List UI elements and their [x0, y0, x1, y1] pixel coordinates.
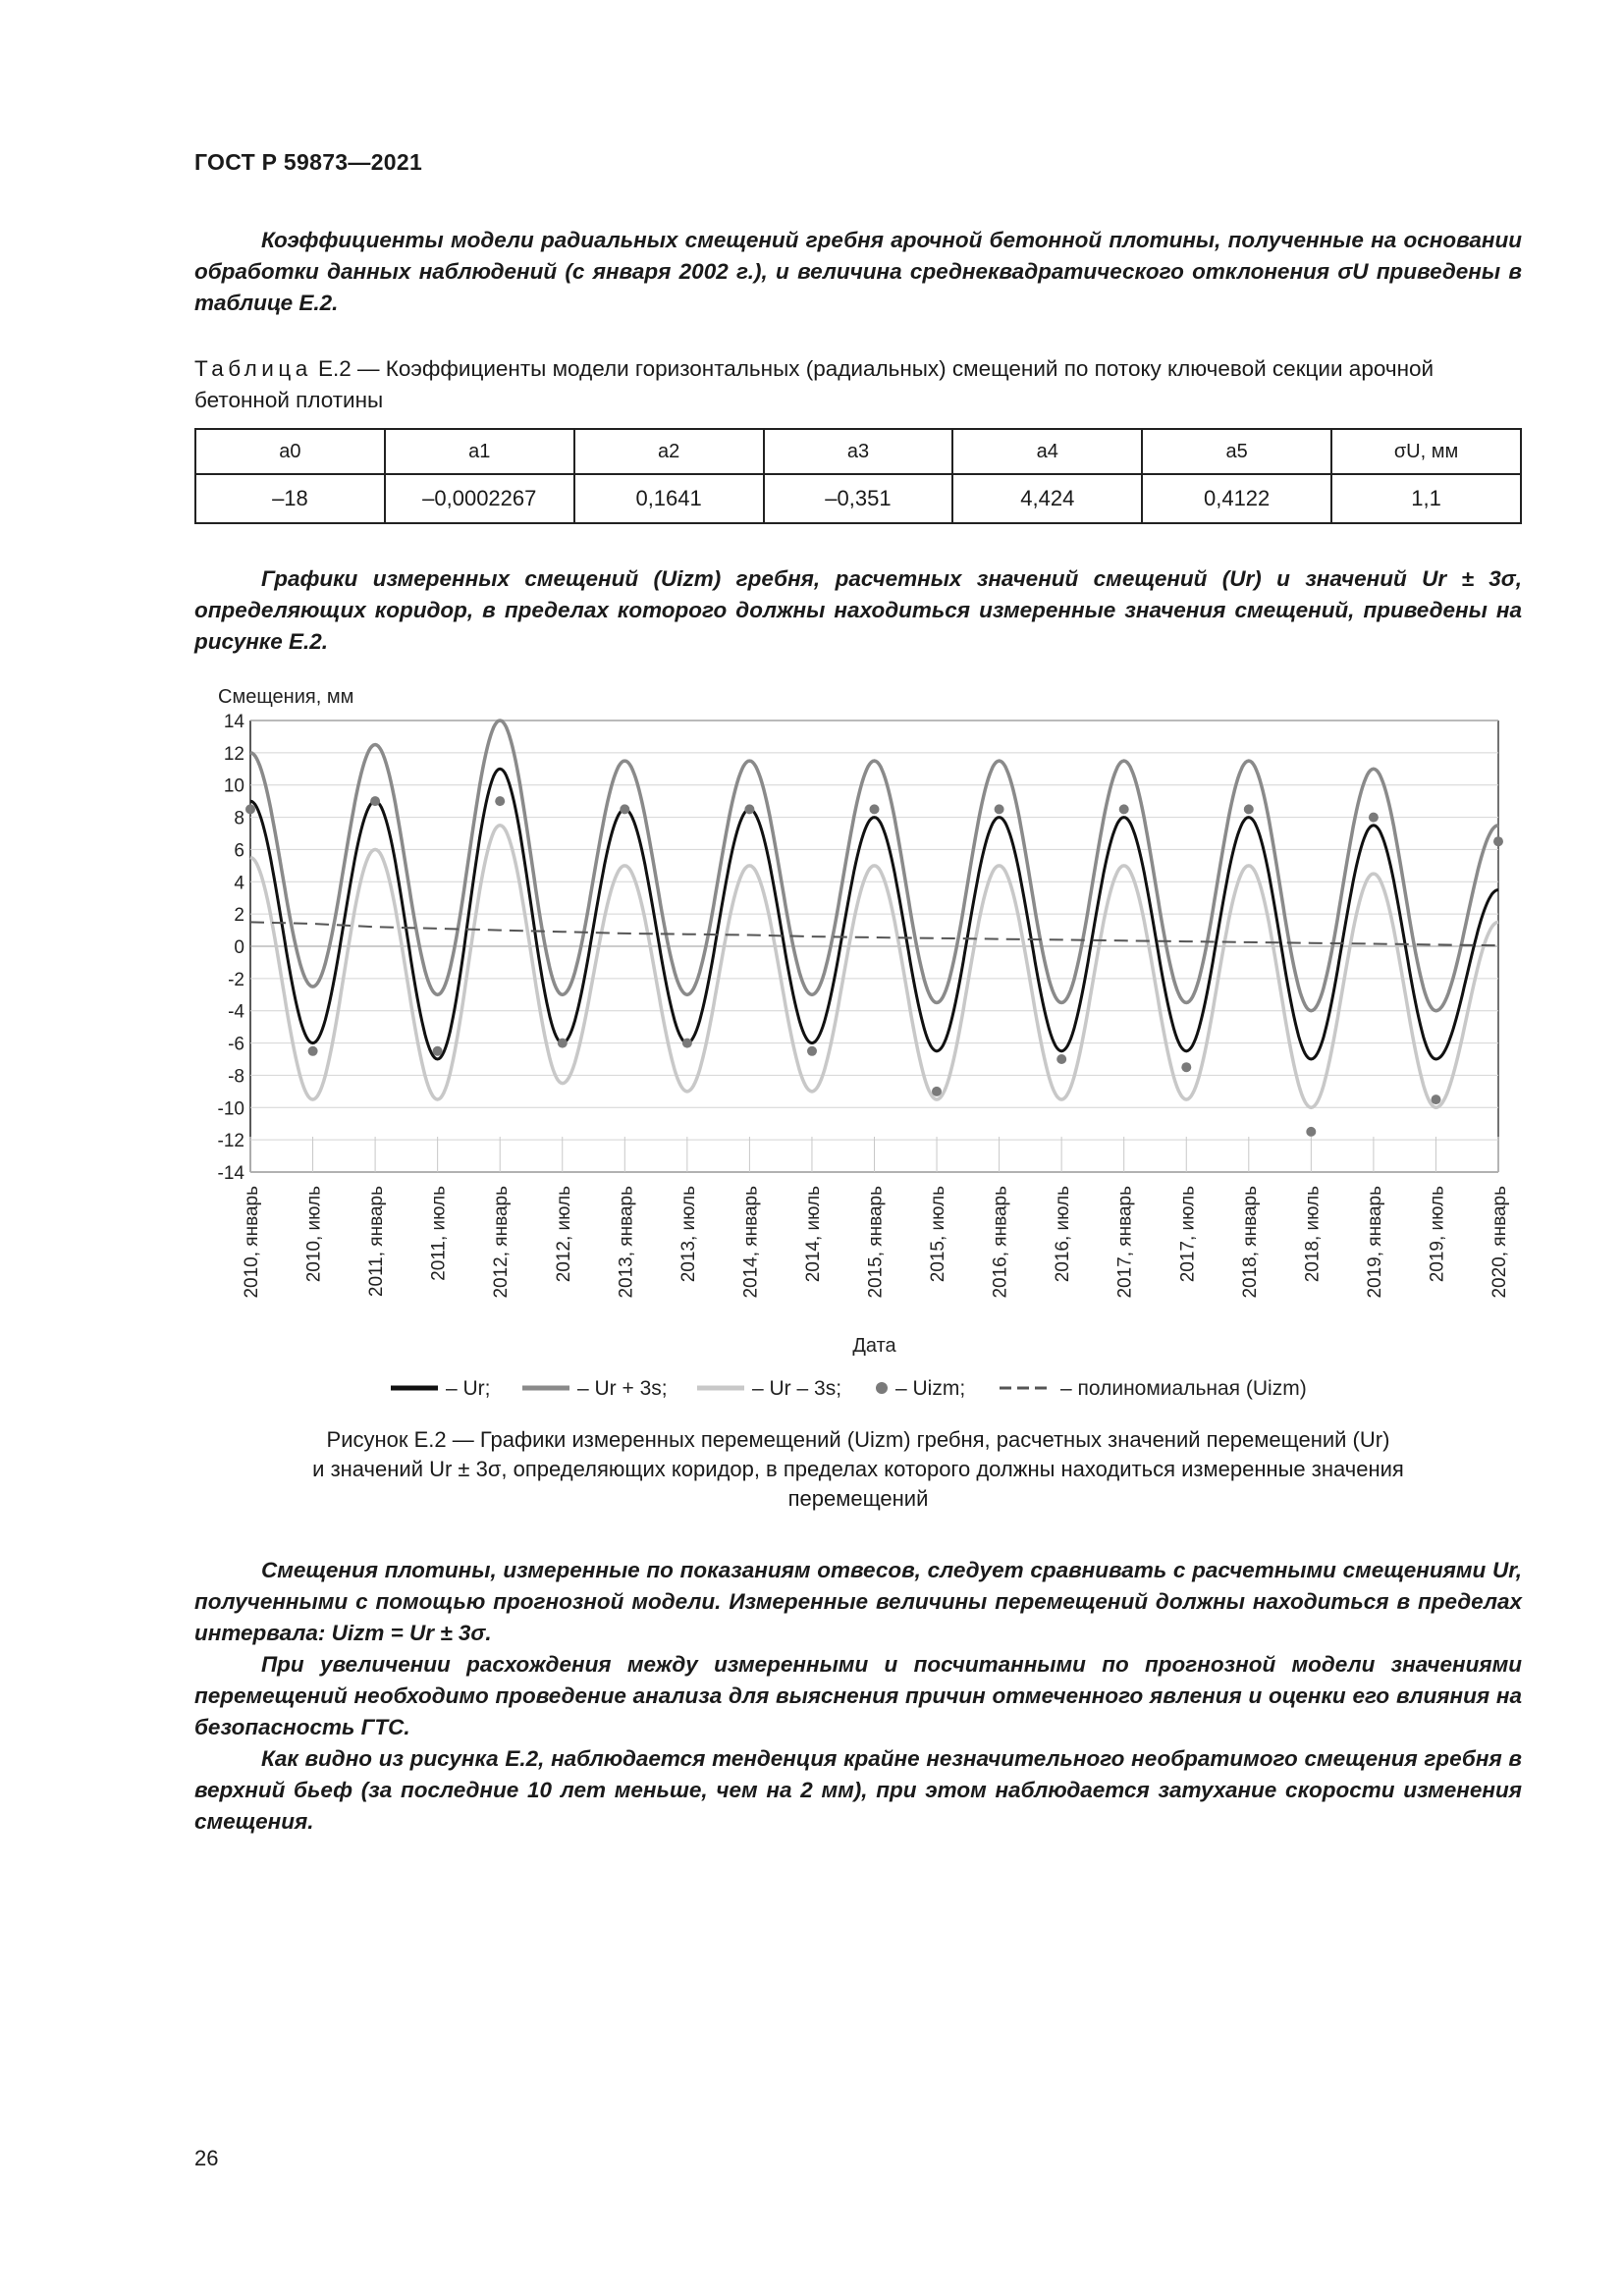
x-tick-label: 2012, январь: [491, 1186, 513, 1299]
series-uizm-point: [245, 804, 255, 814]
y-tick-label: 12: [223, 743, 244, 765]
y-tick-label: 8: [234, 808, 244, 829]
table-caption-text: Е.2 — Коэффициенты модели горизонтальных (радиальных) смещений по потоку ключевой секции арочной бетонной плотины: [194, 356, 1435, 412]
series-uizm-point: [1493, 836, 1503, 846]
table-cell: 4,424: [952, 474, 1142, 523]
legend-uizm-swatch: [876, 1382, 888, 1394]
series-uizm-point: [433, 1046, 443, 1056]
conclusion-paragraph: Как видно из рисунка Е.2, наблюдается тенденция крайне незначительного необратимого смещения гребня в верхний бьеф (за последние 10 лет меньше, чем на 2 мм), при этом наблюдается затухание скорости изменения смещения.: [194, 1746, 1522, 1834]
y-tick-label: 6: [234, 840, 244, 862]
x-tick-label: 2019, январь: [1364, 1186, 1385, 1299]
y-tick-label: -4: [228, 1001, 244, 1023]
table-header-cell: σU, мм: [1331, 429, 1521, 474]
x-tick-label: 2010, июль: [303, 1186, 325, 1283]
y-tick-label: -10: [217, 1098, 244, 1120]
y-tick-label: 2: [234, 905, 244, 927]
series-uizm-point: [620, 804, 629, 814]
x-tick-label: 2015, январь: [865, 1186, 887, 1299]
legend-uizm-label: – Uizm;: [895, 1377, 966, 1400]
series-uizm-point: [1244, 804, 1254, 814]
figure-intro-paragraph: Графики измеренных смещений (Uizm) гребня, расчетных значений смещений (Ur) и значений Ur ± 3σ, определяющих коридор, в пределах которого должны находиться измеренные значения смещений, приведены на рисунке Е.2.: [194, 566, 1522, 654]
series-uizm-point: [932, 1087, 942, 1096]
legend-ur-minus-3s-label: – Ur – 3s;: [752, 1377, 842, 1400]
x-tick-label: 2018, январь: [1239, 1186, 1261, 1299]
y-tick-label: 4: [234, 873, 244, 894]
x-tick-label: 2011, июль: [428, 1186, 450, 1281]
conclusion-paragraph: При увеличении расхождения между измеренными и посчитанными по прогнозной модели значениями перемещений необходимо проведение анализа для выяснения причин отмеченного явления и оценки его влияния на безопасность ГТС.: [194, 1652, 1522, 1739]
y-tick-label: -6: [228, 1034, 244, 1055]
x-tick-label: 2014, июль: [802, 1186, 824, 1283]
series-uizm-point: [1306, 1127, 1316, 1137]
table-header-cell: a5: [1142, 429, 1331, 474]
y-tick-label: 0: [234, 937, 244, 958]
series-uizm-point: [807, 1046, 817, 1056]
series-uizm-point: [558, 1039, 568, 1048]
y-axis-title: Смещения, мм: [218, 686, 354, 708]
table-caption-label: Таблица: [194, 356, 312, 381]
y-tick-label: -14: [217, 1163, 244, 1184]
table-header-cell: a2: [574, 429, 764, 474]
series-uizm-point: [744, 804, 754, 814]
table-header-cell: a4: [952, 429, 1142, 474]
table-cell: –18: [195, 474, 385, 523]
series-uizm-point: [370, 796, 380, 806]
x-tick-label: 2013, январь: [616, 1186, 637, 1299]
x-tick-label: 2019, июль: [1427, 1186, 1448, 1283]
x-tick-label: 2020, январь: [1489, 1186, 1510, 1299]
page-number: 26: [194, 2146, 219, 2170]
figure-caption-line: и значений Ur ± 3σ, определяющих коридор, в пределах которого должны находиться измеренные значения: [312, 1457, 1404, 1481]
x-tick-label: 2016, июль: [1053, 1186, 1074, 1283]
figure-caption-line: перемещений: [787, 1486, 929, 1511]
y-tick-label: -12: [217, 1131, 244, 1152]
series-uizm-point: [995, 804, 1004, 814]
series-uizm-point: [308, 1046, 318, 1056]
intro-paragraph: Коэффициенты модели радиальных смещений гребня арочной бетонной плотины, полученные на основании обработки данных наблюдений (с января 2002 г.), и величина среднеквадратического отклонения σU приведены в таблице Е.2.: [194, 228, 1522, 315]
x-tick-label: 2017, июль: [1177, 1186, 1199, 1283]
series-uizm-point: [1181, 1062, 1191, 1072]
series-uizm-point: [1369, 813, 1379, 823]
series-ur-minus-3s-line: [250, 826, 1498, 1108]
table-header-cell: a0: [195, 429, 385, 474]
series-uizm-point: [1056, 1054, 1066, 1064]
table-cell: –0,351: [764, 474, 953, 523]
series-uizm-point: [1119, 804, 1129, 814]
x-tick-label: 2016, январь: [990, 1186, 1011, 1299]
table-header-cell: a3: [764, 429, 953, 474]
table-cell: 0,4122: [1142, 474, 1331, 523]
x-tick-label: 2017, январь: [1114, 1186, 1136, 1299]
series-uizm-point: [495, 796, 505, 806]
legend-polynomial-label: – полиномиальная (Uizm): [1060, 1377, 1307, 1400]
conclusions: [194, 1555, 1522, 1838]
x-tick-label: 2012, июль: [553, 1186, 574, 1283]
table-header-cell: a1: [385, 429, 574, 474]
x-tick-label: 2013, июль: [677, 1186, 699, 1283]
table-cell: 1,1: [1331, 474, 1521, 523]
figure-caption-line: Рисунок Е.2 — Графики измеренных перемещений (Uizm) гребня, расчетных значений перемещений (Ur): [326, 1427, 1390, 1452]
figure-caption: [194, 1425, 1522, 1514]
y-tick-label: -2: [228, 969, 244, 990]
conclusion-paragraph: Смещения плотины, измеренные по показаниям отвесов, следует сравнивать с расчетными смещениями Ur, полученными с помощью прогнозной модели. Измеренные величины перемещений должны находиться в пределах интервала: Uizm = Ur ± 3σ.: [194, 1558, 1522, 1645]
x-tick-label: 2014, январь: [740, 1186, 762, 1299]
y-tick-label: 14: [223, 712, 244, 732]
x-tick-label: 2015, июль: [928, 1186, 949, 1283]
y-tick-label: 10: [223, 775, 244, 797]
series-uizm-point: [682, 1039, 692, 1048]
x-tick-label: 2018, июль: [1302, 1186, 1324, 1283]
document-header: ГОСТ Р 59873—2021: [194, 149, 423, 175]
table-cell: 0,1641: [574, 474, 764, 523]
table-cell: –0,0002267: [385, 474, 574, 523]
series-uizm-point: [870, 804, 880, 814]
y-tick-label: -8: [228, 1066, 244, 1088]
x-axis-title: Дата: [852, 1335, 896, 1357]
series-uizm-point: [1432, 1095, 1441, 1104]
legend-ur-label: – Ur;: [446, 1377, 491, 1400]
x-tick-label: 2010, январь: [242, 1186, 262, 1299]
x-tick-label: 2011, январь: [366, 1186, 388, 1298]
series-polynomial-trend-line: [250, 922, 1498, 945]
legend-ur-plus-3s-label: – Ur + 3s;: [577, 1377, 668, 1400]
